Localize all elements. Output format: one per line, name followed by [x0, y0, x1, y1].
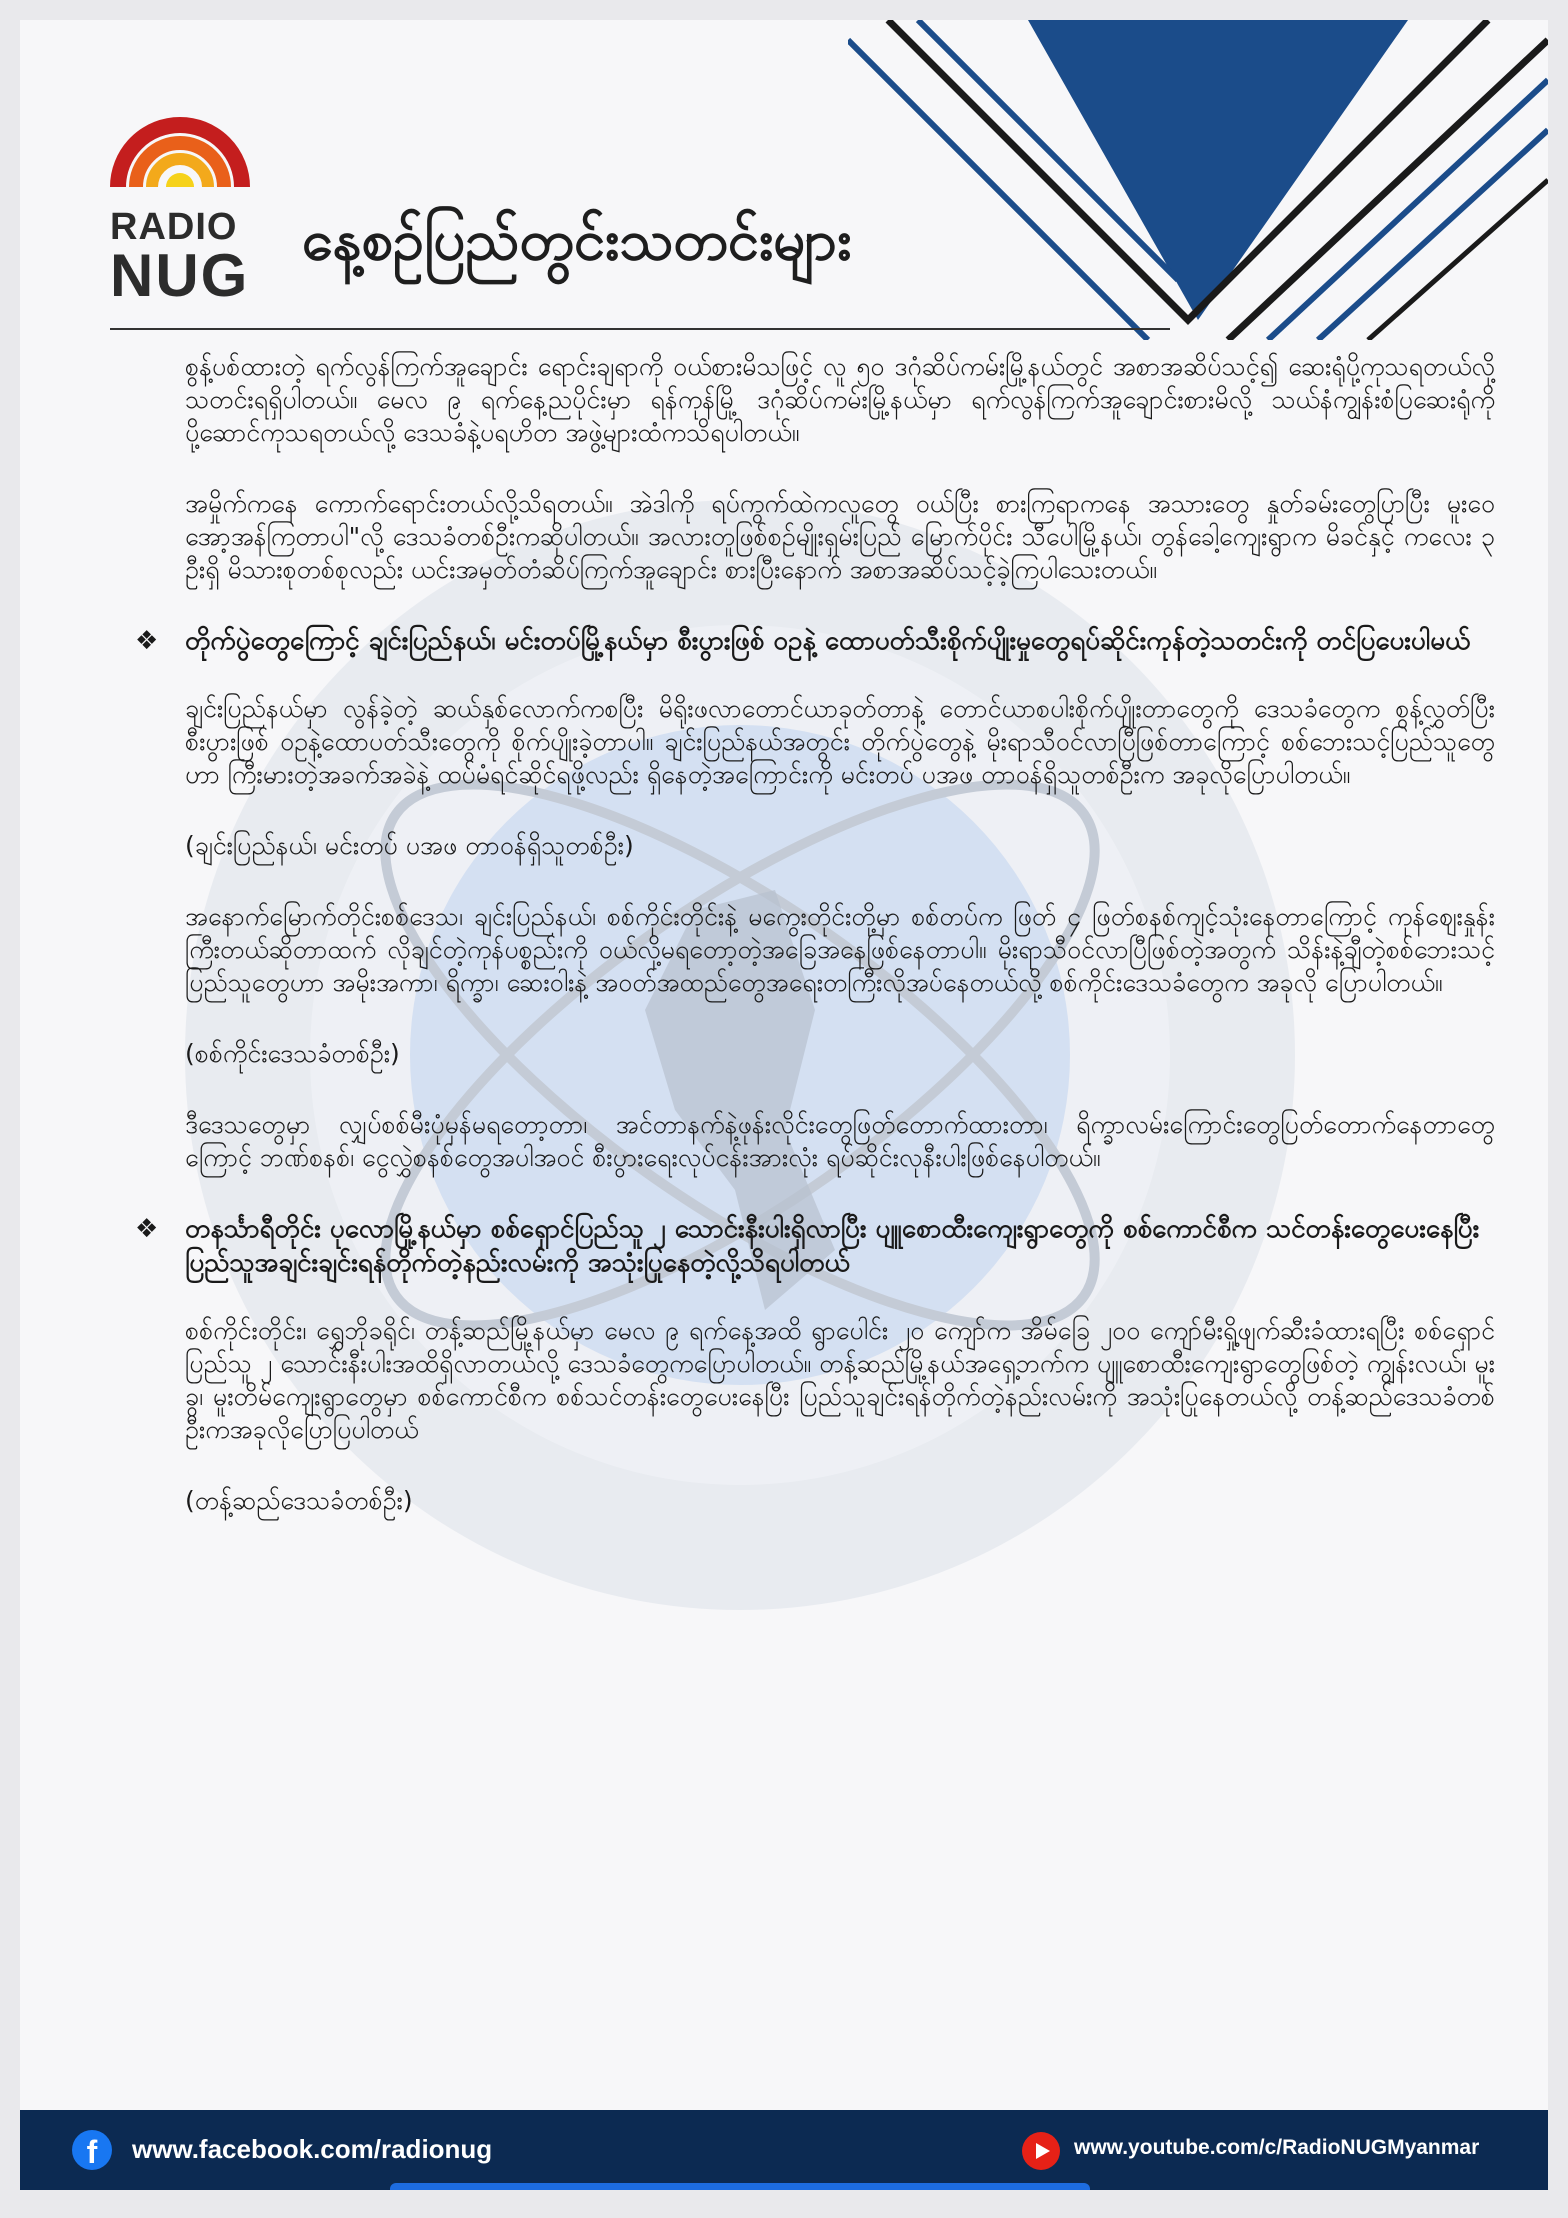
source-caption: (ချင်းပြည်နယ်၊ မင်းတပ် ပအဖ တာဝန်ရှိသူတစ်ဦး)	[185, 831, 634, 860]
section-heading	[135, 1212, 1495, 1280]
logo-radio-text: RADIO	[110, 206, 238, 248]
section-heading-text: တိုက်ပွဲတွေကြောင့် ချင်းပြည်နယ်၊ မင်းတပ်မြို့နယ်မှာ စီးပွားဖြစ် ဝဥနဲ့ ထောပတ်သီးစိုက်ပျိုးမှုတွေရပ်ဆိုင်းကုန်တဲ့သတင်းကို တင်ပြပေးပါမယ်	[185, 626, 1471, 656]
diamond-bullet-icon: ❖	[135, 1214, 159, 1244]
paragraph: စွန့်ပစ်ထားတဲ့ ရက်လွန်ကြက်အူချောင်း ရောင်းချရာကို ဝယ်စားမိသဖြင့် လူ ၅၀ ဒဂုံဆိပ်ကမ်းမြို့နယ်တွင် အစာအဆိပ်သင့်၍ ဆေးရုံပို့ကုသရတယ်လို့သတင်းရရှိပါတယ်။ မေလ ၉ ရက်နေ့ညပိုင်းမှာ ရန်ကုန်မြို့ ဒဂုံဆိပ်ကမ်းမြို့နယ်မှာ ရက်လွန်ကြက်အူချောင်းစားမိလို့ သယ်နံကျွန်းစံပြဆေးရုံကို ပို့ဆောင်ကုသရတယ်လို့ ဒေသခံနဲ့ပရဟိတ အဖွဲ့များထံကသိရပါတယ်။	[185, 352, 1495, 447]
source-caption: (စစ်ကိုင်းဒေသခံတစ်ဦး)	[185, 1039, 400, 1068]
news-page	[20, 20, 1548, 2190]
article-body	[135, 350, 1495, 1555]
source-caption: (တန့်ဆည်ဒေသခံတစ်ဦး)	[185, 1486, 413, 1515]
page-title: နေ့စဉ်ပြည်တွင်းသတင်းများ	[302, 208, 852, 273]
paragraph: အမှိုက်ကနေ ကောက်ရောင်းတယ်လို့သိရတယ်။ အဲဒါကို ရပ်ကွက်ထဲကလူတွေ ဝယ်ပြီး စားကြရာကနေ အသားတွေ နှုတ်ခမ်းတွေပြာပြီး မူးဝေအော့အန်ကြတာပါ"လို့ ဒေသခံတစ်ဦးကဆိုပါတယ်။ အလားတူဖြစ်စဉ်မျိုးရှမ်းပြည် မြောက်ပိုင်း သီပေါမြို့နယ်၊ တွန်ခေါ့ကျေးရွာက မိခင်နှင့် ကလေး ၃ ဦးရှိ မိသားစုတစ်စုလည်း ယင်းအမှတ်တံဆိပ်ကြက်အူချောင်း စားပြီးနောက် အစာအဆိပ်သင့်ခဲ့ကြပါသေးတယ်။	[185, 489, 1495, 584]
youtube-icon[interactable]	[1022, 2132, 1060, 2170]
header-divider	[110, 328, 1170, 330]
section-heading-text: တနင်္သာရီတိုင်း ပုလောမြို့နယ်မှာ စစ်ရှောင်ပြည်သူ ၂ သောင်းနီးပါးရှိလာပြီး ပျူစောထီးကျေးရွာတွေကို စစ်ကောင်စီက သင်တန်းတွေပေးနေပြီး ပြည်သူအချင်းချင်းရန်တိုက်တဲ့နည်းလမ်းကို အသုံးပြုနေတဲ့လို့သိရပါတယ်	[185, 1214, 1480, 1278]
footer-bar	[20, 2110, 1548, 2190]
section-heading	[135, 624, 1495, 658]
youtube-link[interactable]: www.youtube.com/c/RadioNUGMyanmar	[1074, 2136, 1480, 2159]
corner-decoration	[848, 20, 1548, 340]
radio-nug-logo	[110, 115, 270, 309]
paragraph: အနောက်မြောက်တိုင်းစစ်ဒေသ၊ ချင်းပြည်နယ်၊ စစ်ကိုင်းတိုင်းနဲ့ မကွေးတိုင်းတို့မှာ စစ်တပ်က ဖြတ် ၄ ဖြတ်စနစ်ကျင့်သုံးနေတာကြောင့် ကုန်ဈေးနှုန်းကြီးတယ်ဆိုတာထက် လိုချင်တဲ့ကုန်ပစ္စည်းကို ဝယ်လို့မရတော့တဲ့အခြေအနေဖြစ်နေတာပါ။ မိုးရာသီဝင်လာပြီဖြစ်တဲ့အတွက် သိန်းနဲ့ချီတဲ့စစ်ဘေးသင့်ပြည်သူတွေဟာ အမိုးအကာ၊ ရိက္ခာ၊ ဆေးဝါးနဲ့ အဝတ်အထည်တွေအရေးတကြီးလိုအပ်နေတယ်လို့ စစ်ကိုင်းဒေသခံတွေက အခုလို ပြောပါတယ်။	[185, 902, 1495, 997]
paragraph: ဒီဒေသတွေမှာ လျှပ်စစ်မီးပုံမှန်မရတော့တာ၊ အင်တာနက်နဲ့ဖုန်းလိုင်းတွေဖြတ်တောက်ထားတာ၊ ရိက္ခာလမ်းကြောင်းတွေပြတ်တောက်နေတာတွေကြောင့် ဘဏ်စနစ်၊ ငွေလွှဲစနစ်တွေအပါအဝင် စီးပွားရေးလုပ်ငန်းအားလုံး ရပ်ဆိုင်းလုနီးပါးဖြစ်နေပါတယ်။	[185, 1110, 1495, 1172]
facebook-icon[interactable]: f	[72, 2130, 112, 2170]
logo-nug-text: NUG	[110, 242, 250, 309]
facebook-link[interactable]: www.facebook.com/radionug	[132, 2134, 493, 2164]
footer-accent-bar	[390, 2183, 1090, 2190]
paragraph: စစ်ကိုင်းတိုင်း၊ ရွှေဘိုခရိုင်၊ တန့်ဆည်မြို့နယ်မှာ မေလ ၉ ရက်နေ့အထိ ရွာပေါင်း ၂၀ ကျော်က အိမ်ခြေ ၂၀၀ ကျော်မီးရှို့ဖျက်ဆီးခံထားရပြီး စစ်ရှောင်ပြည်သူ ၂ သောင်းနီးပါးအထိရှိလာတယ်လို့ ဒေသခံတွေကပြောပါတယ်။ တန့်ဆည်မြို့နယ်အရှေ့ဘက်က ပျူစောထီးကျေးရွာတွေဖြစ်တဲ့ ကျွန်းလယ်၊ မူးခွ၊ မူးတိမ်ကျေးရွာတွေမှာ စစ်ကောင်စီက စစ်သင်တန်းတွေပေးနေပြီး ပြည်သူချင်းရန်တိုက်တဲ့နည်းလမ်းကို အသုံးပြုနေတယ်လို့ တန့်ဆည်ဒေသခံတစ်ဦးကအခုလိုပြောပြပါတယ်	[185, 1316, 1495, 1444]
diamond-bullet-icon: ❖	[135, 626, 159, 656]
paragraph: ချင်းပြည်နယ်မှာ လွန်ခဲ့တဲ့ ဆယ်နှစ်လောက်ကစပြီး မိရိုးဖလာတောင်ယာခုတ်တာနဲ့ တောင်ယာစပါးစိုက်ပျိုးတာတွေကို ဒေသခံတွေက စွန့်လွှတ်ပြီး စီးပွားဖြစ် ဝဥနဲ့ထောပတ်သီးတွေကို စိုက်ပျိုးခဲ့တာပါ။ ချင်းပြည်နယ်အတွင်း တိုက်ပွဲတွေနဲ့ မိုးရာသီဝင်လာပြီဖြစ်တာကြောင့် စစ်ဘေးသင့်ပြည်သူတွေဟာ ကြီးမားတဲ့အခက်အခဲနဲ့ ထပ်မံရင်ဆိုင်ရဖို့လည်း ရှိနေတဲ့အကြောင်းကို မင်းတပ် ပအဖ တာဝန်ရှိသူတစ်ဦးက အခုလိုပြောပါတယ်။	[185, 694, 1495, 789]
radio-waves-icon	[110, 115, 250, 195]
